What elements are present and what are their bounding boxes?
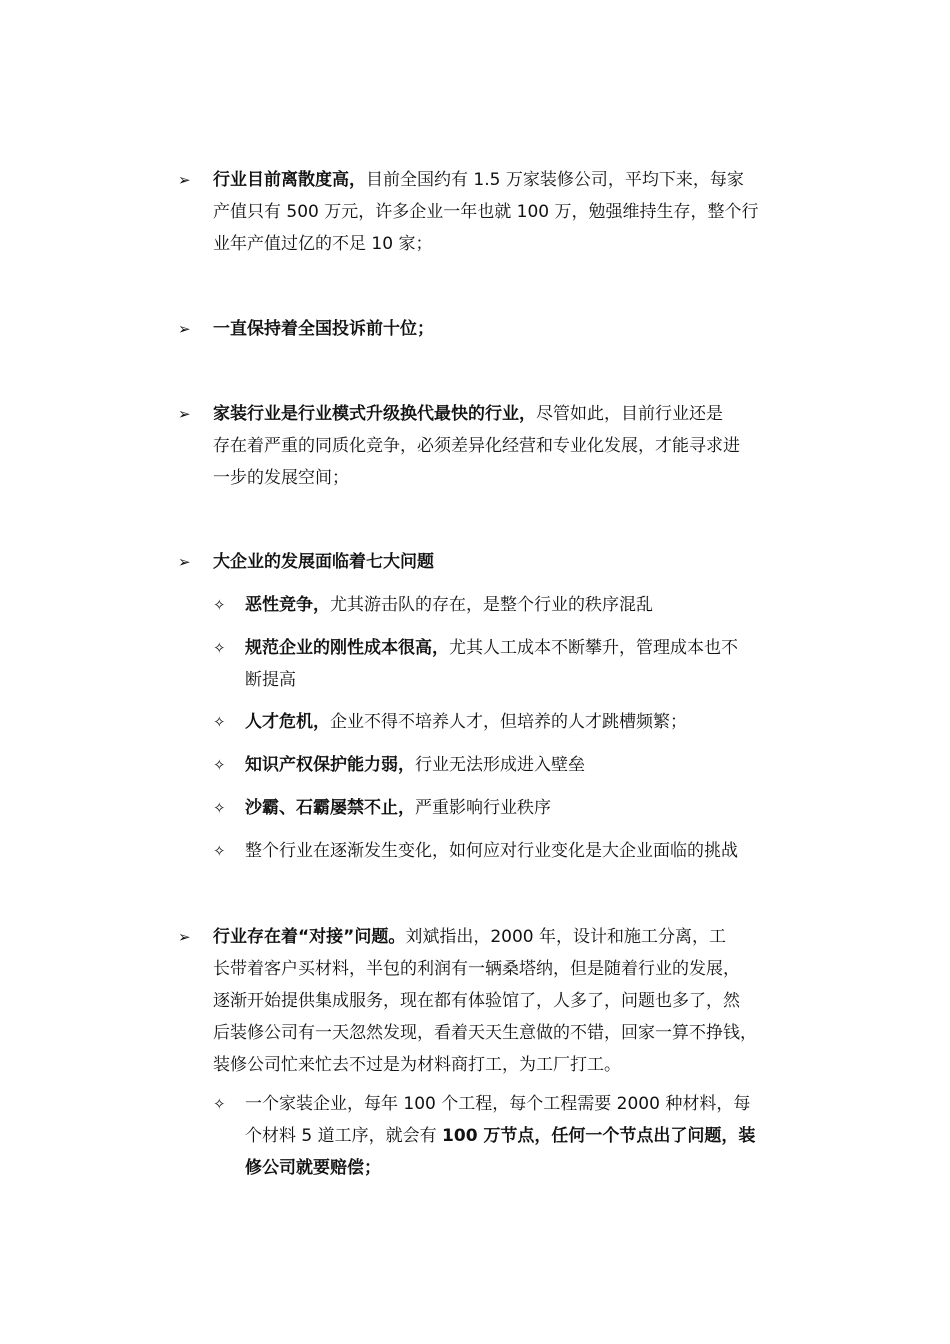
arrow-bullet-icon: ➢ bbox=[178, 171, 191, 189]
list-item-heading: 一直保持着全国投诉前十位； bbox=[213, 319, 434, 339]
sub-list-item-text bbox=[213, 632, 818, 696]
list-item bbox=[178, 546, 818, 578]
sub-list-item bbox=[213, 835, 818, 867]
sub-list-item-body: 企业不得不培养人才，但培养的人才跳槽频繁； bbox=[330, 712, 687, 732]
list-item-heading: 家装行业是行业模式升级换代最快的行业， bbox=[213, 404, 536, 424]
list-item-body: 存在着严重的同质化竞争，必须差异化经营和专业化发展，才能寻求进 bbox=[213, 436, 740, 456]
list-item-heading: 大企业的发展面临着七大问题 bbox=[213, 552, 434, 572]
sub-list-item-text bbox=[213, 706, 818, 738]
list-item-body: 刘斌指出，2000 年，设计和施工分离，工 bbox=[405, 927, 727, 947]
list-item-text bbox=[178, 398, 818, 494]
list-item-body: 装修公司忙来忙去不过是为材料商打工，为工厂打工。 bbox=[213, 1055, 621, 1075]
diamond-bullet-icon: ✧ bbox=[213, 639, 226, 657]
sub-list-item-heading: 规范企业的刚性成本很高， bbox=[245, 638, 449, 658]
list-item bbox=[178, 921, 818, 1081]
list-item-body: 产值只有 500 万元，许多企业一年也就 100 万，勉强维持生存，整个行 bbox=[213, 202, 759, 222]
sub-list-item-text bbox=[213, 835, 818, 867]
diamond-bullet-icon: ✧ bbox=[213, 799, 226, 817]
sub-list-item-body: 一个家装企业，每年 100 个工程，每个工程需要 2000 种材料，每 bbox=[245, 1094, 751, 1114]
sub-list-item-body: 断提高 bbox=[245, 670, 296, 690]
diamond-bullet-icon: ✧ bbox=[213, 1095, 226, 1113]
list-item bbox=[178, 164, 818, 260]
sub-list-item-heading: 人才危机， bbox=[245, 712, 330, 732]
list-item-text bbox=[178, 546, 818, 578]
sub-list-item-body: 个材料 5 道工序，就会有 bbox=[245, 1126, 443, 1146]
list-item-text bbox=[178, 313, 818, 345]
sub-list-item-body: 尤其人工成本不断攀升，管理成本也不 bbox=[449, 638, 738, 658]
sub-list-item-heading: 知识产权保护能力弱， bbox=[245, 755, 415, 775]
sub-list-item bbox=[213, 792, 818, 824]
sub-list-item bbox=[213, 589, 818, 621]
diamond-bullet-icon: ✧ bbox=[213, 596, 226, 614]
sub-list-item bbox=[213, 632, 818, 696]
sub-list-item-body: 严重影响行业秩序 bbox=[415, 798, 551, 818]
list-item bbox=[178, 398, 818, 494]
sub-list-item-heading: 沙霸、石霸屡禁不止， bbox=[245, 798, 415, 818]
sub-list-item-body: 行业无法形成进入壁垒 bbox=[415, 755, 585, 775]
diamond-bullet-icon: ✧ bbox=[213, 713, 226, 731]
sub-list-item bbox=[213, 749, 818, 781]
sub-list-item-body: 尤其游击队的存在，是整个行业的秩序混乱 bbox=[330, 595, 653, 615]
sub-list-item bbox=[213, 706, 818, 738]
sub-list-item-text bbox=[213, 589, 818, 621]
list-item bbox=[178, 313, 818, 345]
sub-list-item-heading: 恶性竞争， bbox=[245, 595, 330, 615]
list-item-body: 尽管如此，目前行业还是 bbox=[536, 404, 723, 424]
list-item-text bbox=[178, 164, 818, 260]
list-item-body: 后装修公司有一天忽然发现，看着天天生意做的不错，回家一算不挣钱， bbox=[213, 1023, 757, 1043]
sub-list-item-text bbox=[213, 792, 818, 824]
sub-list-item bbox=[213, 1088, 818, 1184]
list-item-heading: 行业存在着“对接”问题。 bbox=[213, 927, 406, 947]
list-item-text bbox=[178, 921, 818, 1081]
sub-list-item-text bbox=[213, 1088, 818, 1184]
arrow-bullet-icon: ➢ bbox=[178, 553, 191, 571]
list-item-body: 业年产值过亿的不足 10 家； bbox=[213, 234, 433, 254]
diamond-bullet-icon: ✧ bbox=[213, 756, 226, 774]
list-item-body: 逐渐开始提供集成服务，现在都有体验馆了，人多了，问题也多了，然 bbox=[213, 991, 740, 1011]
sub-list-item-emphasis: 修公司就要赔偿； bbox=[245, 1158, 381, 1178]
sub-list-item-emphasis: 100 万节点，任何一个节点出了问题，装 bbox=[442, 1126, 756, 1146]
diamond-bullet-icon: ✧ bbox=[213, 842, 226, 860]
list-item-body: 长带着客户买材料，半包的利润有一辆桑塔纳，但是随着行业的发展， bbox=[213, 959, 740, 979]
arrow-bullet-icon: ➢ bbox=[178, 928, 191, 946]
list-item-heading: 行业目前离散度高， bbox=[213, 170, 366, 190]
list-item-body: 目前全国约有 1.5 万家装修公司，平均下来，每家 bbox=[366, 170, 744, 190]
arrow-bullet-icon: ➢ bbox=[178, 405, 191, 423]
sub-list-item-body: 整个行业在逐渐发生变化，如何应对行业变化是大企业面临的挑战 bbox=[245, 841, 738, 861]
list-item-body: 一步的发展空间； bbox=[213, 468, 349, 488]
sub-list-item-text bbox=[213, 749, 818, 781]
arrow-bullet-icon: ➢ bbox=[178, 320, 191, 338]
